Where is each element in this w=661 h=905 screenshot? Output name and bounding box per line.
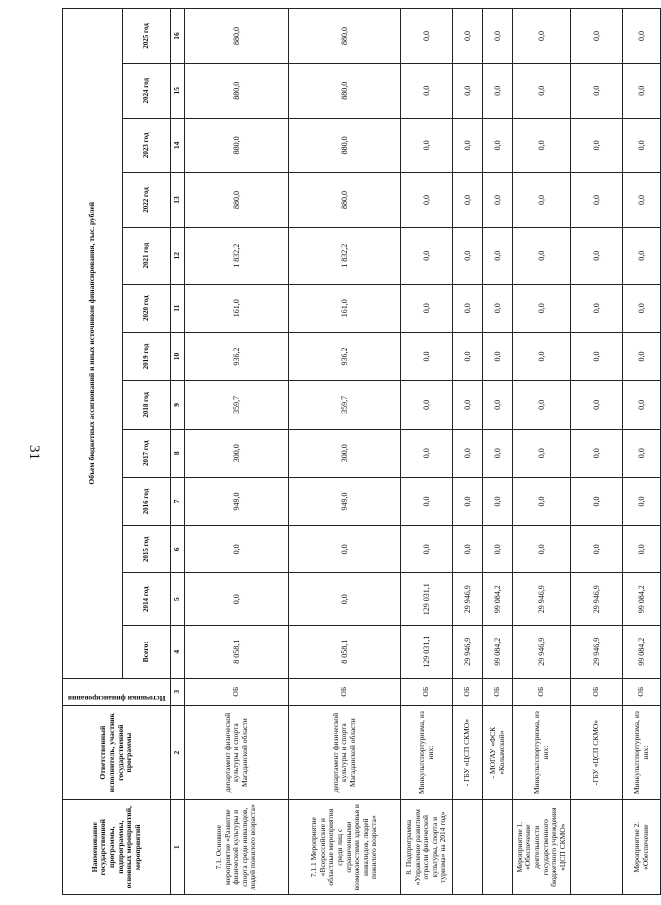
- header-year: 2017 год: [123, 429, 171, 477]
- header-source: [63, 678, 171, 705]
- row-total: 129 031,1: [401, 626, 453, 679]
- row-year-value: 0,0: [571, 284, 623, 332]
- row-year-value: 0,0: [453, 227, 483, 284]
- header-name: Наименование государственной программы, подпрограммы, основных мероприятий, мероприятий: [63, 800, 171, 895]
- col-number: 7: [171, 477, 185, 525]
- header-volume: Объем бюджетных ассигнований и иных источников финансирования, тыс. рублей: [63, 9, 123, 679]
- row-year-value: 0,0: [623, 477, 661, 525]
- header-year: 2016 год: [123, 477, 171, 525]
- row-year-value: 880,0: [185, 173, 289, 228]
- row-year-value: 0,0: [483, 9, 513, 64]
- row-name: [483, 800, 513, 895]
- row-source: ОБ: [483, 678, 513, 705]
- row-year-value: 0,0: [453, 381, 483, 429]
- row-year-value: 0,0: [571, 526, 623, 573]
- column-number-row: [171, 9, 185, 895]
- row-year-value: 0,0: [513, 284, 571, 332]
- row-executor: Минкультспортуризма, из них:: [401, 705, 453, 800]
- row-source: ОБ: [289, 678, 401, 705]
- row-source: ОБ: [401, 678, 453, 705]
- table-row: [185, 9, 289, 895]
- row-year-value: 0,0: [513, 381, 571, 429]
- row-year-value: 936,2: [185, 332, 289, 380]
- row-executor: - МОГАУ «ФСК «Колымский»: [483, 705, 513, 800]
- row-year-value: 880,0: [185, 9, 289, 64]
- row-year-value: 161,0: [185, 284, 289, 332]
- header-row-1: [63, 9, 123, 895]
- row-name: [571, 800, 623, 895]
- row-year-value: 0,0: [401, 227, 453, 284]
- col-number: 6: [171, 526, 185, 573]
- row-year-value: 949,0: [289, 477, 401, 525]
- row-year-value: 0,0: [453, 526, 483, 573]
- table-row: [453, 9, 483, 895]
- row-source: ОБ: [185, 678, 289, 705]
- row-total: 8 058,1: [289, 626, 401, 679]
- row-year-value: 0,0: [483, 284, 513, 332]
- row-year-value: 300,0: [185, 429, 289, 477]
- row-year-value: 880,0: [289, 63, 401, 118]
- row-year-value: 29 946,9: [571, 573, 623, 626]
- row-year-value: 0,0: [623, 227, 661, 284]
- row-year-value: 359,7: [289, 381, 401, 429]
- header-source-text: Источники финансирования: [67, 693, 166, 703]
- row-year-value: 161,0: [289, 284, 401, 332]
- table-body: [185, 9, 661, 895]
- col-number: 16: [171, 9, 185, 64]
- row-year-value: 0,0: [513, 227, 571, 284]
- row-year-value: 0,0: [623, 332, 661, 380]
- col-number: 15: [171, 63, 185, 118]
- row-year-value: 0,0: [513, 9, 571, 64]
- row-name: 7.1.1 Мероприятие «Всероссийские и областные мероприятия среди лиц с ограниченными возможностями здоровья и инвалидов, людей пожилого возраста»: [289, 800, 401, 895]
- header-year: 2021 год: [123, 227, 171, 284]
- row-year-value: 0,0: [571, 477, 623, 525]
- row-year-value: 0,0: [401, 332, 453, 380]
- header-year: 2019 год: [123, 332, 171, 380]
- row-year-value: 0,0: [453, 332, 483, 380]
- header-year: 2014 год: [123, 573, 171, 626]
- row-executor: департамент физической культуры и спорта Магаданской области: [185, 705, 289, 800]
- row-year-value: 0,0: [513, 173, 571, 228]
- row-year-value: 0,0: [453, 118, 483, 173]
- row-year-value: 0,0: [453, 63, 483, 118]
- header-year: 2020 год: [123, 284, 171, 332]
- header-total: Всего:: [123, 626, 171, 679]
- col-number: 4: [171, 626, 185, 679]
- row-year-value: 0,0: [453, 477, 483, 525]
- row-year-value: 0,0: [513, 526, 571, 573]
- col-number: 3: [171, 678, 185, 705]
- col-number: 5: [171, 573, 185, 626]
- header-year: 2024 год: [123, 63, 171, 118]
- row-year-value: 0,0: [513, 477, 571, 525]
- row-year-value: 949,0: [185, 477, 289, 525]
- row-year-value: 0,0: [571, 118, 623, 173]
- row-year-value: 99 084,2: [623, 573, 661, 626]
- header-year: 2025 год: [123, 9, 171, 64]
- table-row: [289, 9, 401, 895]
- row-name: Мероприятие 1. «Обеспечение деятельности государственного бюджетного учреждения «ЦСП СКМО»: [513, 800, 571, 895]
- col-number: 11: [171, 284, 185, 332]
- row-executor: департамент физической культуры и спорта Магаданской области: [289, 705, 401, 800]
- row-year-value: 0,0: [623, 173, 661, 228]
- rotated-page-content: [62, 8, 650, 895]
- table-row: [623, 9, 661, 895]
- row-year-value: 880,0: [289, 173, 401, 228]
- row-year-value: 1 832,2: [185, 227, 289, 284]
- row-year-value: 0,0: [483, 477, 513, 525]
- row-year-value: 29 946,9: [513, 573, 571, 626]
- col-number: 13: [171, 173, 185, 228]
- row-year-value: 880,0: [289, 118, 401, 173]
- row-year-value: 0,0: [453, 173, 483, 228]
- header-executor: Ответственный исполнитель, участник государственной программы: [63, 705, 171, 800]
- header-year: 2022 год: [123, 173, 171, 228]
- row-year-value: 1 832,2: [289, 227, 401, 284]
- row-year-value: 0,0: [623, 381, 661, 429]
- table-row: [513, 9, 571, 895]
- col-number: 8: [171, 429, 185, 477]
- col-number: 1: [171, 800, 185, 895]
- row-year-value: 129 031,1: [401, 573, 453, 626]
- row-year-value: 29 946,9: [453, 573, 483, 626]
- row-source: ОБ: [513, 678, 571, 705]
- row-year-value: 0,0: [483, 332, 513, 380]
- row-year-value: 0,0: [513, 429, 571, 477]
- row-year-value: 0,0: [289, 573, 401, 626]
- col-number: 2: [171, 705, 185, 800]
- row-executor: - ГБУ «ЦСП СКМО»: [453, 705, 483, 800]
- row-year-value: 0,0: [483, 118, 513, 173]
- row-year-value: 0,0: [483, 429, 513, 477]
- row-year-value: 0,0: [401, 429, 453, 477]
- row-total: 29 946,9: [453, 626, 483, 679]
- row-year-value: 0,0: [513, 332, 571, 380]
- row-year-value: 0,0: [483, 526, 513, 573]
- row-year-value: 0,0: [571, 429, 623, 477]
- row-year-value: 0,0: [571, 332, 623, 380]
- row-year-value: 0,0: [401, 173, 453, 228]
- row-year-value: 0,0: [483, 63, 513, 118]
- row-year-value: 0,0: [401, 284, 453, 332]
- table-row: [571, 9, 623, 895]
- row-year-value: 0,0: [623, 63, 661, 118]
- col-number: 12: [171, 227, 185, 284]
- row-year-value: 0,0: [571, 381, 623, 429]
- row-year-value: 0,0: [289, 526, 401, 573]
- header-year: 2023 год: [123, 118, 171, 173]
- row-year-value: 0,0: [401, 63, 453, 118]
- row-year-value: 0,0: [623, 118, 661, 173]
- row-year-value: 0,0: [483, 227, 513, 284]
- table-row: [483, 9, 513, 895]
- row-year-value: 0,0: [483, 381, 513, 429]
- row-name: 7.1. Основное мероприятие «Развитие физической культуры и спорта среди инвалидов, людей пожилого возраста»: [185, 800, 289, 895]
- row-source: ОБ: [453, 678, 483, 705]
- col-number: 9: [171, 381, 185, 429]
- table-row: [401, 9, 453, 895]
- row-name: 8. Подпрограмма «Управление развитием отрасли физической культуры, спорта и туризма» на 2014 год»: [401, 800, 453, 895]
- row-year-value: 0,0: [571, 227, 623, 284]
- row-total: 99 084,2: [623, 626, 661, 679]
- row-year-value: 300,0: [289, 429, 401, 477]
- row-source: ОБ: [623, 678, 661, 705]
- row-year-value: 0,0: [513, 118, 571, 173]
- row-year-value: 936,2: [289, 332, 401, 380]
- row-source: ОБ: [571, 678, 623, 705]
- col-number: 14: [171, 118, 185, 173]
- row-total: 8 058,1: [185, 626, 289, 679]
- row-executor: Минкультспортуризма, из них:: [513, 705, 571, 800]
- page-number: 31: [26, 445, 42, 460]
- row-year-value: 0,0: [401, 477, 453, 525]
- row-name: [453, 800, 483, 895]
- row-year-value: 359,7: [185, 381, 289, 429]
- row-total: 99 084,2: [483, 626, 513, 679]
- row-year-value: 0,0: [401, 526, 453, 573]
- header-year: 2018 год: [123, 381, 171, 429]
- row-year-value: 0,0: [623, 526, 661, 573]
- row-year-value: 0,0: [453, 284, 483, 332]
- header-year: 2015 год: [123, 526, 171, 573]
- row-year-value: 0,0: [623, 429, 661, 477]
- row-year-value: 880,0: [185, 63, 289, 118]
- row-year-value: 0,0: [623, 284, 661, 332]
- row-year-value: 0,0: [185, 573, 289, 626]
- row-year-value: 0,0: [571, 173, 623, 228]
- row-year-value: 0,0: [483, 173, 513, 228]
- row-year-value: 0,0: [453, 9, 483, 64]
- row-name: Мероприятие 2. «Обеспечение: [623, 800, 661, 895]
- row-year-value: 0,0: [453, 429, 483, 477]
- row-executor: -ГБУ «ЦСП СКМО»: [571, 705, 623, 800]
- row-year-value: 880,0: [185, 118, 289, 173]
- row-total: 29 946,9: [571, 626, 623, 679]
- row-year-value: 99 084,2: [483, 573, 513, 626]
- row-year-value: 880,0: [289, 9, 401, 64]
- row-year-value: 0,0: [623, 9, 661, 64]
- row-year-value: 0,0: [571, 9, 623, 64]
- row-year-value: 0,0: [401, 381, 453, 429]
- financing-table: [62, 8, 661, 895]
- col-number: 10: [171, 332, 185, 380]
- row-year-value: 0,0: [401, 9, 453, 64]
- row-total: 29 946,9: [513, 626, 571, 679]
- row-year-value: 0,0: [513, 63, 571, 118]
- row-year-value: 0,0: [401, 118, 453, 173]
- row-year-value: 0,0: [185, 526, 289, 573]
- row-year-value: 0,0: [571, 63, 623, 118]
- row-executor: Минкультспортуризма, из них:: [623, 705, 661, 800]
